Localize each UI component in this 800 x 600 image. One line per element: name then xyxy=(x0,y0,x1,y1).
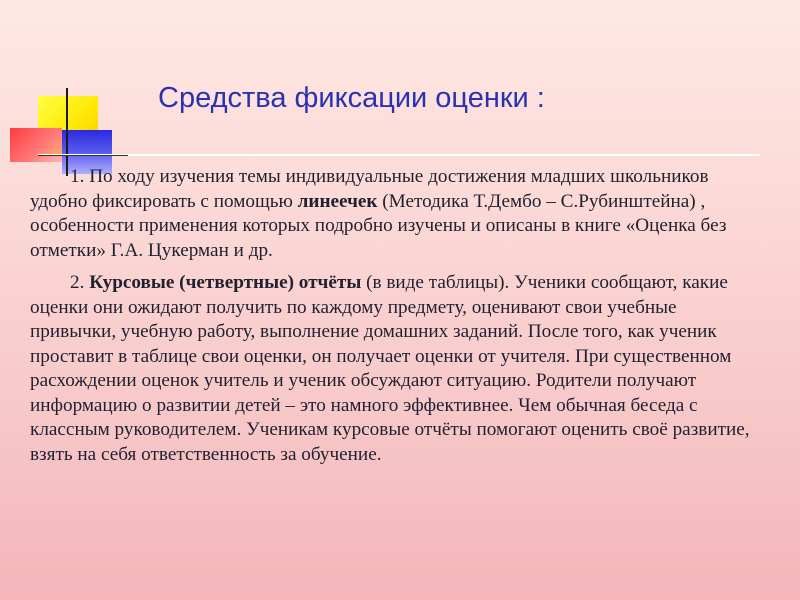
vertical-line-decoration xyxy=(66,88,68,176)
slide-title: Средства фиксации оценки : xyxy=(158,82,545,114)
decorative-squares xyxy=(0,0,120,175)
paragraph-2-text-a: 2. xyxy=(70,272,90,293)
slide-content xyxy=(30,165,758,475)
horizontal-rule xyxy=(38,154,760,156)
paragraph-2-bold: Курсовые (четвертные) отчёты xyxy=(89,272,362,293)
paragraph-2-text-b: (в виде таблицы). Ученики сообщают, какие оценки они ожидают получить по каждому предмету, оценивают свои учебные привычки, учебную работу, выполнение домашних заданий. После того, как ученик проставит в таблице свои оценки, он получает оценки от учителя. При существенном расхождении оценок учитель и ученик обсуждают ситуацию. Родители получают информацию о развитии детей – это намного эффективнее. Чем обычная беседа с классным руководителем. Ученикам курсовые отчёты помогают оценить своё развитие, взять на себя ответственность за обучение. xyxy=(30,272,750,465)
paragraph-1-bold: линеечек xyxy=(297,190,378,212)
red-square-decoration xyxy=(10,128,62,162)
horizontal-rule-accent xyxy=(38,155,128,156)
paragraph-1 xyxy=(30,165,758,263)
paragraph-1-text-a: 1. По ходу изучения темы индивидуальные достижения младших школьников удобно фиксировать с помощью xyxy=(30,166,709,212)
paragraph-2 xyxy=(30,271,758,467)
paragraph-1-text-b: (Методика Т.Дембо – С.Рубинштейна) , особенности применения которых подробно изучены и описаны в книге «Оценка без отметки» Г.А. Цукерман и др. xyxy=(30,190,727,261)
